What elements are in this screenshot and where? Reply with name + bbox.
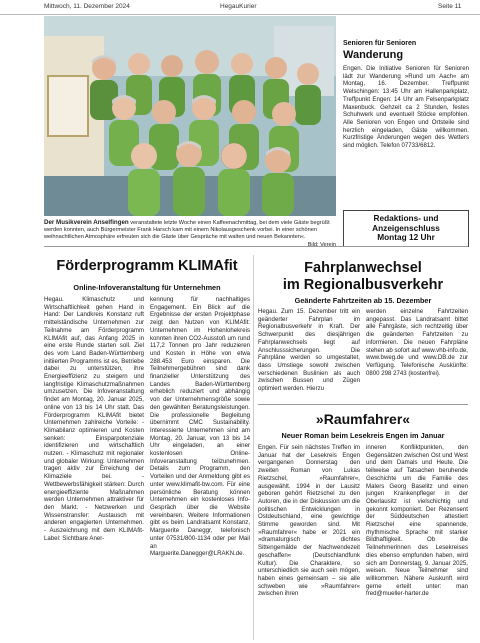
photo-caption (44, 219, 336, 249)
klimafit-subtitle: Online-Infoveranstaltung für Unternehmen (73, 283, 221, 292)
raumfahrer-column-1: Engen. Für sein nächstes Treffen im Januar hat der Lesekreis Engen vergangenen Donnerstag den zweiten Roman von Lukas Rietzschel, »Raumfahrer«, ausgewählt. 1994 in der Lausitz geboren gehört Rietzschel zu den Autoren, die in der Diskussion um die politischen Entwicklungen in Ostdeutschland, eine gewichtige Stimme geworden sind. Mit »Raumfahrer« habe er 2021 ein »dramaturgisch dichtes Sittengemälde der Nachwendezeit geschaffen« (Deutschlandfunk Kultur). Die Charaktere, so unterschiedlich sie auch sein mögen, haben eines gemeinsam – sie alle schweben wie »Raumfahrer« zwischen ihren (258, 444, 360, 598)
klimafit-column-2: kennung für nachhaltiges Engagement. Ein Blick auf die Ergebnisse der ersten Projektphase zeigt den Nutzen von KLIMAfit: Unternehmen im Hohenlohekreis konnten ihren CO2-Ausstoß um rund 117,2 Tonnen pro Jahr reduzieren und Kosten in Höhe von etwa 288.453 Euro einsparen. Die Teilnehmergebühren sind dank finanzieller Unterstützung des Landes Baden-Württemberg erheblich reduziert und abhängig von der Unternehmensgröße sowie den gewählten Beratungsleistungen. Die professionelle Begleitung übernimmt CMC Sustainability. Interessierte Unternehmen sind am Montag, 20. Januar, von 13 bis 14 Uhr eingeladen, an einer kostenlosen Online-Infoveranstaltung teilzunehmen. Details zum Programm, den Vorteilen und der Anmeldung gibt es unter www.klimafit-bw.com. Für eine persönliche Beratung können Unternehmen ein kostenloses Info-Gespräch über die Website vereinbaren. Weitere Informationen gibt es beim Landratsamt Konstanz, Marguerite Daneggr, telefonisch unter 07531/800-1134 oder per Mail an Marguerite.Danegger@LRAKN.de. (150, 296, 250, 558)
senioren-kicker: Senioren für Senioren (343, 40, 417, 47)
klimafit-title: Förderprogramm KLIMAfit (56, 258, 238, 274)
fahrplan-column-2: werden einzelne Fahrtzeiten angepasst. Das Landratsamt bittet alle Fahrgäste, sich rechtzeitig über die geänderten Fahrtzeiten zu informieren. Die neuen Fahrpläne stehen ab sofort auf www.vhb-info.de, www.bweg.de und www.DB.de zur Verfügung. Telefonische Auskünfte: 0800 298 2743 (kostenfrei). (366, 308, 468, 377)
group-photo (44, 16, 336, 216)
caption-lead: Der Musikverein Anselfingen (44, 219, 129, 226)
fahrplan-title-line2: im Regionalbusverkehr (282, 277, 444, 293)
fahrplan-column-1: Hegau. Zum 15. Dezember tritt ein geänderter Fahrplan im Regionalbusverkehr in Kraft. Der Schwerpunkt des diesjährigen Fahrplanwechsels liegt auf Anschlusssicherungen. Die Fahrpläne werden so umgestaltet, dass Umstiege sowohl zwischen verschiedenen Buslinien als auch zwischen Bussen und Zügen optimiert werden. Hierzu (258, 308, 360, 393)
fahrplan-title (258, 260, 468, 294)
raumfahrer-title: »Raumfahrer« (315, 411, 411, 427)
deadline-line3: Montag 12 Uhr (377, 232, 435, 242)
caption-text: veranstaltete letzte Woche einen Kaffeenachmittag, bei dem viele Gäste begrüßt werden konnten, auch Bürgermeister Frank Harsch kam mit einem Nikolausgeschenk vorbei. In einer schönen weihnachtlichen Atmosphäre erfreuten sich die Gäste über Gespräche mit walten und neuen Bekannten«. (44, 220, 330, 241)
deadline-line2: Anzeigenschluss (372, 222, 440, 233)
page-header (0, 0, 480, 15)
header-paper-name: HegauKurier (220, 3, 257, 10)
raumfahrer-column-2: inneren Konfliktpunkten, den Gegensätzen zwischen Ost und West und dem Damals und Heute. Die teilweise auf Tatsachen beruhende Geschichte um die Familie des Malers Georg Baselitz und einen jungen Krankenpfleger in der Oberlausitz ist vielschichtig und gekonnt komponiert. Der Rezensent der Süddeutschen attestiert Rietzschel eine spannende, rhythmische Sprache mit starker Bildhaftigkeit. Ob die Teilnehmerinnen des Lesekreises dies ebenso empfunden haben, wird sich am Donnerstag, 9. Januar 2025, weisen. Neue Teilnehmer sind willkommen. Nähere Auskunft wird gerne erteilt unter: man fred@mueller-harter.de (366, 444, 468, 598)
fahrplan-title-line1: Fahrplanwechsel (304, 260, 422, 276)
deadline-notice (343, 210, 469, 247)
header-page-number: Seite 11 (438, 3, 462, 10)
article-divider (258, 404, 468, 405)
deadline-line1: Redaktions- und (373, 213, 439, 223)
raumfahrer-subtitle: Neuer Roman beim Lesekreis Engen im Januar (281, 431, 445, 440)
header-date: Mittwoch, 11. Dezember 2024 (44, 3, 130, 10)
section-divider (44, 246, 468, 247)
caption-credit: Bild: Verein (307, 241, 336, 248)
fahrplan-subtitle: Geänderte Fahrtzeiten ab 15. Dezember (294, 296, 432, 305)
senioren-title: Wanderung (343, 49, 404, 61)
senioren-body: Engen. Die Initiative Senioren für Senioren lädt zur Wanderung »Rund um Aach« am Montag, 16. Dezember. Treffpunkt Welschingen: 13:45 Uhr am Hallenparkplatz, Treffpunkt Engen: 14 Uhr am Felsenparkplatz Maxenbuck. Gehzeit ca 2 Stunden, festes Schuhwerk und eventuell Stöcke empfohlen. Alle Senioren von Engen und Ortsteile sind herzlich eingeladen, Gäste willkommen. Kurzfristige Änderungen wegen des Wetters sind möglich. Telefon 07733/6812. (343, 65, 469, 150)
senioren-article (343, 40, 469, 150)
klimafit-column-1: Hegau. Klimaschutz und Wirtschaftlichkeit gehen Hand in Hand: Der Landkreis Konstanz ruft mittelständische Unternehmen zur Teilnahme am Förderprogramm KLIMAfit auf, das Anfang 2025 in eine erste Runde starten soll. Ziel des vom Land Baden-Württemberg initiierten Programms ist es, Betriebe dabei zu unterstützen, ihre Energieeffizienz zu steigern und langfristige Klimaschutzmaßnahmen umzusetzen. Die Infoveranstaltung findet am Montag, 20. Januar 2025, online von 13 bis 14 Uhr statt. Das Förderprogramm KLIMAfit bietet Unternehmen zahlreiche Vorteile: - Klimabilanz optimieren und Kosten senken: Einsparpotenziale identifizieren und wirtschaftlich nutzen. - Klimaschutz mit regionaler und globaler Wirkung: Unternehmen tragen aktiv zur Erreichung der Klimaziele bei. - Wettbewerbsfähigkeit stärken: Durch energieeffiziente Maßnahmen werden Unternehmen attraktiver für den Markt. - Netzwerken und Wissenstransfer: Austausch mit anderen engagierten Unternehmen. - Auszeichnung mit dem KLIMAfit-Label: Sichtbare Aner- (44, 296, 144, 542)
column-separator (253, 255, 254, 640)
